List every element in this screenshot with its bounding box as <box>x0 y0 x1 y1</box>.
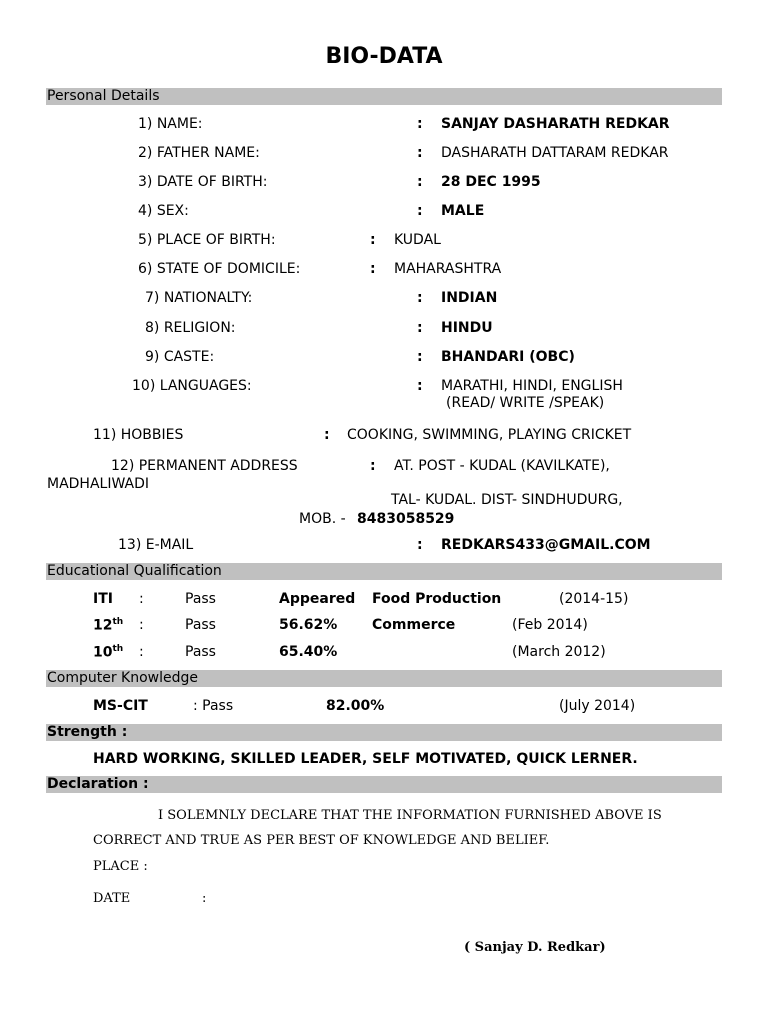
computer-score: 82.00% <box>326 698 385 714</box>
nationality-colon: : <box>417 290 423 306</box>
caste-colon: : <box>417 349 423 365</box>
place-label: PLACE : <box>93 859 148 874</box>
dob-value: 28 DEC 1995 <box>441 174 541 190</box>
father-name-colon: : <box>417 145 423 161</box>
dob-colon: : <box>417 174 423 190</box>
section-header-declaration: Declaration : <box>46 776 722 793</box>
address-label: 12) PERMANENT ADDRESS <box>111 458 298 474</box>
declaration-line1: I SOLEMNLY DECLARE THAT THE INFORMATION FURNISHED ABOVE IS <box>158 808 662 823</box>
strength-text: HARD WORKING, SKILLED LEADER, SELF MOTIVATED, QUICK LERNER. <box>93 751 638 767</box>
religion-colon: : <box>417 320 423 336</box>
sex-value: MALE <box>441 203 485 219</box>
languages-value: MARATHI, HINDI, ENGLISH <box>441 378 623 394</box>
religion-label: 8) RELIGION: <box>145 320 236 336</box>
mobile-label: MOB. - <box>299 511 346 527</box>
edu-course: 12th <box>93 617 124 634</box>
religion-value: HINDU <box>441 320 493 336</box>
edu-result: Pass <box>185 644 216 660</box>
nationality-value: INDIAN <box>441 290 498 306</box>
domicile-label: 6) STATE OF DOMICILE: <box>138 261 301 277</box>
edu-colon: : <box>139 644 144 660</box>
place-of-birth-value: KUDAL <box>394 232 441 248</box>
computer-course: MS-CIT <box>93 698 148 714</box>
address-line2: TAL- KUDAL. DIST- SINDHUDURG, <box>391 492 623 508</box>
section-header-education: Educational Qualification <box>46 563 722 580</box>
date-colon: : <box>202 891 207 906</box>
edu-course: 10th <box>93 644 124 661</box>
computer-period: (July 2014) <box>559 698 636 714</box>
date-label: DATE <box>93 891 131 906</box>
edu-course: ITI <box>93 591 113 607</box>
address-line1: AT. POST - KUDAL (KAVILKATE), <box>394 458 610 474</box>
caste-label: 9) CASTE: <box>145 349 215 365</box>
edu-score: 56.62% <box>279 617 338 633</box>
domicile-value: MAHARASHTRA <box>394 261 502 277</box>
section-header-personal: Personal Details <box>46 88 722 105</box>
languages-label: 10) LANGUAGES: <box>132 378 252 394</box>
father-name-value: DASHARATH DATTARAM REDKAR <box>441 145 669 161</box>
edu-stream: Commerce <box>372 617 456 633</box>
edu-result: Pass <box>185 591 216 607</box>
place-of-birth-colon: : <box>370 232 376 248</box>
name-label: 1) NAME: <box>138 116 203 132</box>
edu-stream: Food Production <box>372 591 502 607</box>
languages-colon: : <box>417 378 423 394</box>
edu-colon: : <box>139 591 144 607</box>
languages-skills: (READ/ WRITE /SPEAK) <box>446 395 605 411</box>
place-of-birth-label: 5) PLACE OF BIRTH: <box>138 232 276 248</box>
domicile-colon: : <box>370 261 376 277</box>
email-colon: : <box>417 537 423 553</box>
edu-period: (March 2012) <box>512 644 606 660</box>
edu-score: Appeared <box>279 591 356 607</box>
sex-colon: : <box>417 203 423 219</box>
edu-colon: : <box>139 617 144 633</box>
hobbies-value: COOKING, SWIMMING, PLAYING CRICKET <box>347 427 632 443</box>
page-title: BIO-DATA <box>325 44 443 69</box>
name-colon: : <box>417 116 423 132</box>
edu-period: (2014-15) <box>559 591 629 607</box>
email-label: 13) E-MAIL <box>118 537 194 553</box>
edu-period: (Feb 2014) <box>512 617 588 633</box>
name-value: SANJAY DASHARATH REDKAR <box>441 116 670 132</box>
sex-label: 4) SEX: <box>138 203 189 219</box>
caste-value: BHANDARI (OBC) <box>441 349 575 365</box>
hobbies-label: 11) HOBBIES <box>93 427 184 443</box>
hobbies-colon: : <box>324 427 330 443</box>
address-line1-cont: MADHALIWADI <box>47 476 150 492</box>
father-name-label: 2) FATHER NAME: <box>138 145 260 161</box>
computer-result: : Pass <box>193 698 234 714</box>
declaration-line2: CORRECT AND TRUE AS PER BEST OF KNOWLEDGE AND BELIEF. <box>93 833 550 848</box>
nationality-label: 7) NATIONALTY: <box>145 290 253 306</box>
email-value: REDKARS433@GMAIL.COM <box>441 537 651 553</box>
section-header-strength: Strength : <box>46 724 722 741</box>
address-colon: : <box>370 458 376 474</box>
mobile-value: 8483058529 <box>357 511 455 527</box>
dob-label: 3) DATE OF BIRTH: <box>138 174 268 190</box>
section-header-computer: Computer Knowledge <box>46 670 722 687</box>
edu-score: 65.40% <box>279 644 338 660</box>
edu-result: Pass <box>185 617 216 633</box>
signature: ( Sanjay D. Redkar) <box>464 940 606 955</box>
